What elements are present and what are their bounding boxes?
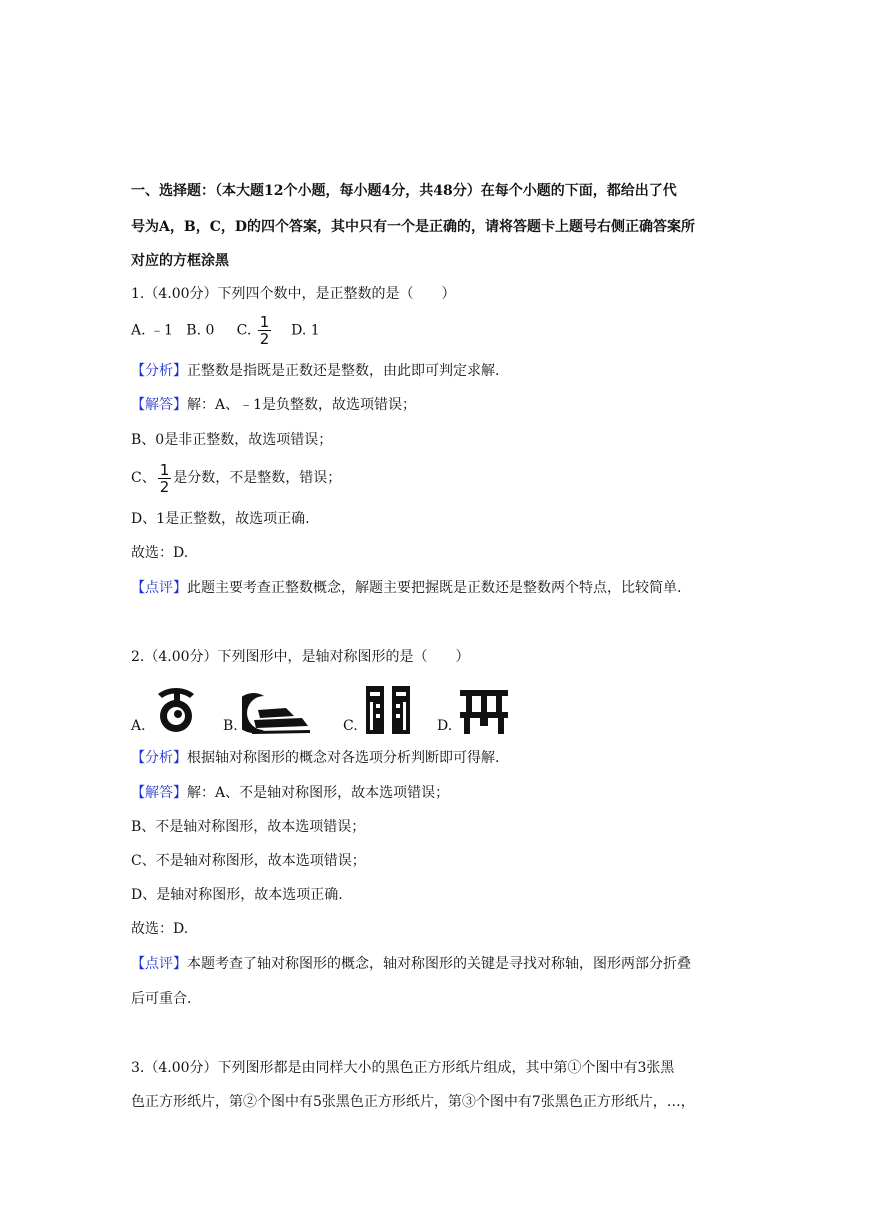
swirl-logo-icon xyxy=(150,684,202,736)
q1-option-c: C. xyxy=(236,322,252,339)
q2-figure-d xyxy=(437,686,512,736)
q2-answer xyxy=(131,783,449,803)
q2-figures xyxy=(131,676,551,736)
fraction-numerator: 1 xyxy=(259,313,270,331)
q2-comment-line-1: 本题考查了轴对称图形的概念，轴对称图形的关键是寻找对称轴，图形两部分折叠 xyxy=(187,956,691,972)
q1-answer-a: 解：A、﹣1是负整数，故选项错误； xyxy=(187,397,417,413)
section-header-line-3: 对应的方框涂黑 xyxy=(131,253,229,269)
q1-option-a: A. ﹣1 xyxy=(131,322,173,339)
q1-options xyxy=(131,314,320,347)
q1-option-d: D. 1 xyxy=(291,322,320,339)
q1-answer-c xyxy=(131,461,341,495)
q2-answer-b: B、不是轴对称图形，故本选项错误； xyxy=(131,819,366,835)
q2-label-b: B. xyxy=(223,718,238,734)
fraction-denominator: 2 xyxy=(259,330,270,348)
q2-analysis-text: 根据轴对称图形的概念对各选项分析判断即可得解. xyxy=(187,750,500,766)
q1-analysis xyxy=(131,361,499,381)
q2-answer-c: C、不是轴对称图形，故本选项错误； xyxy=(131,853,366,869)
q3-stem-line-2: 色正方形纸片，第②个图中有5张黑色正方形纸片，第③个图中有7张黑色正方形纸片，…， xyxy=(131,1094,695,1110)
q2-stem: 2.（4.00分）下列图形中，是轴对称图形的是（ ） xyxy=(131,649,470,665)
answer-tag: 【解答】 xyxy=(131,785,187,801)
q2-label-d: D. xyxy=(437,718,453,734)
q1-analysis-text: 正整数是指既是正数还是整数，由此即可判定求解. xyxy=(187,363,500,379)
q2-label-c: C. xyxy=(343,718,358,734)
q2-comment-line-2: 后可重合. xyxy=(131,991,192,1007)
q2-figure-a xyxy=(131,684,202,736)
q2-figure-c xyxy=(343,684,414,736)
q2-choice: 故选：D. xyxy=(131,921,189,937)
analysis-tag: 【分析】 xyxy=(131,750,187,766)
q1-comment-text: 此题主要考查正整数概念，解题主要把握既是正数还是整数两个特点，比较简单. xyxy=(187,580,682,596)
fraction-numerator: 1 xyxy=(159,460,170,479)
q1-option-b: B. 0 xyxy=(186,322,215,339)
q1-option-c-fraction xyxy=(258,314,272,347)
symmetric-character-icon xyxy=(456,686,512,736)
analysis-tag: 【分析】 xyxy=(131,363,187,379)
gate-character-icon xyxy=(362,684,414,736)
q2-analysis xyxy=(131,748,499,768)
q2-answer-a: 解：A、不是轴对称图形，故本选项错误； xyxy=(187,785,450,801)
section-header-line-1: 一、选择题：（本大题12个小题，每小题4分，共48分）在每个小题的下面，都给出了代 xyxy=(131,183,677,199)
q1-answer-c-suffix: 是分数，不是整数，错误； xyxy=(173,470,342,486)
q2-label-a: A. xyxy=(131,718,146,734)
answer-tag: 【解答】 xyxy=(131,397,187,413)
q1-answer-b: B、0是非正整数，故选项错误； xyxy=(131,432,333,448)
ship-logo-icon xyxy=(242,686,312,736)
comment-tag: 【点评】 xyxy=(131,956,187,972)
q3-stem-line-1: 3.（4.00分）下列图形都是由同样大小的黑色正方形纸片组成，其中第①个图中有3张黑 xyxy=(131,1060,675,1076)
fraction-denominator: 2 xyxy=(159,477,170,496)
q1-answer-c-fraction xyxy=(158,462,172,495)
q2-figure-b xyxy=(223,686,312,736)
q1-choice: 故选：D. xyxy=(131,545,189,561)
q1-answer-d: D、1是正整数，故选项正确. xyxy=(131,511,310,527)
q1-stem: 1.（4.00分）下列四个数中，是正整数的是（ ） xyxy=(131,286,456,302)
q1-answer-c-prefix: C、 xyxy=(131,470,156,486)
q1-answer xyxy=(131,395,416,415)
q2-answer-d: D、是轴对称图形，故本选项正确. xyxy=(131,887,343,903)
comment-tag: 【点评】 xyxy=(131,580,187,596)
section-header-line-2: 号为A，B，C，D的四个答案，其中只有一个是正确的，请将答题卡上题号右侧正确答案所 xyxy=(131,219,695,235)
q1-comment xyxy=(131,578,681,598)
q2-comment xyxy=(131,954,691,974)
